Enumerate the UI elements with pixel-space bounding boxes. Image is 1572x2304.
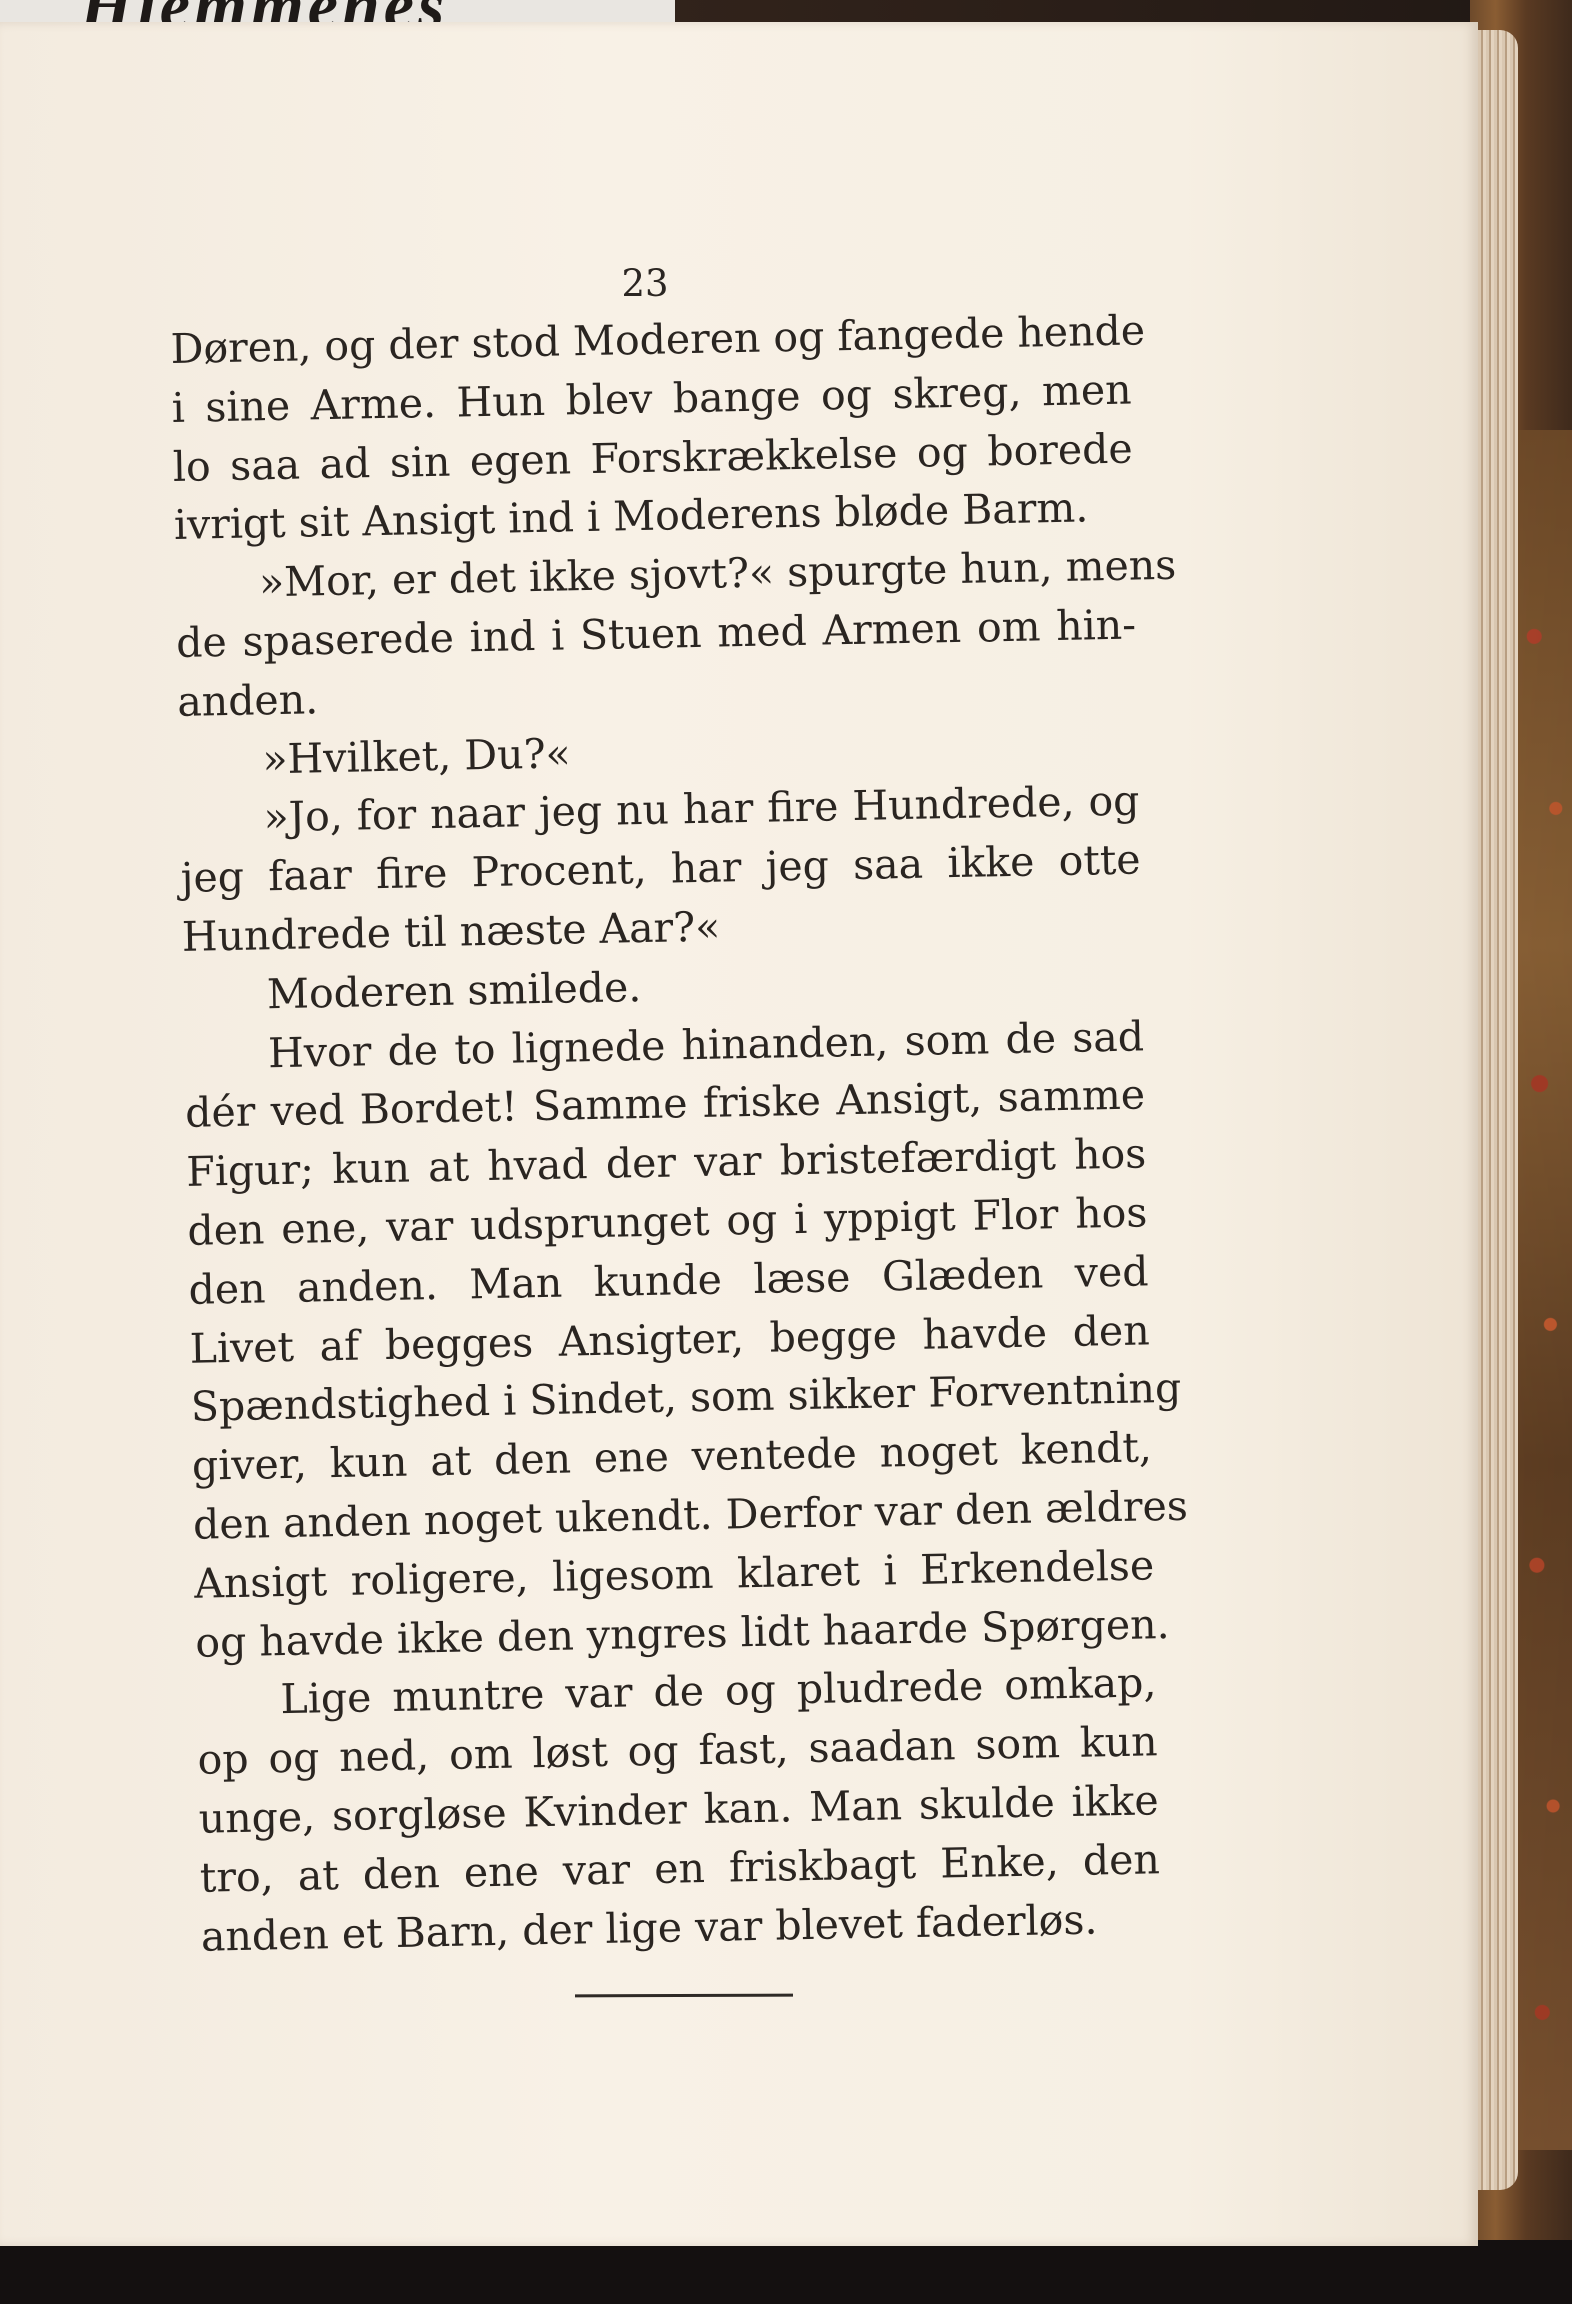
- text-line: »Hvilket, Du?«: [261, 728, 572, 783]
- text-line: Livet af begges Ansigter, begge havde den: [189, 1305, 1151, 1373]
- text-line: anden.: [176, 675, 319, 726]
- background-bottom: [0, 2240, 1572, 2304]
- text-line: Døren, og der stod Moderen og fangede hende: [170, 306, 1146, 373]
- text-line: Figur; kun at hvad der var bristefærdigt hos: [185, 1129, 1147, 1196]
- text-line: de spaserede ind i Stuen med Armen om hin-: [175, 600, 1137, 667]
- text-line: Hundrede til næste Aar?«: [181, 902, 721, 961]
- text-line: dér ved Bordet! Samme friske Ansigt, samme: [184, 1070, 1146, 1138]
- text-line: Lige muntre var de og pludrede omkap,: [280, 1658, 1157, 1724]
- text-line: jeg faar fire Procent, har jeg saa ikke otte: [180, 835, 1141, 903]
- text-line: den anden. Man kunde læse Glæden ved: [188, 1247, 1149, 1314]
- text-line: Hvor de to lignede hinanden, som de sad: [267, 1012, 1145, 1077]
- text-line: ivrigt sit Ansigt ind i Moderens bløde Barm.: [173, 483, 1089, 550]
- text-line: i sine Arme. Hun blev bange og skreg, men: [171, 365, 1132, 432]
- text-line: giver, kun at den ene ventede noget kendt,: [191, 1423, 1153, 1490]
- text-line: Spændstighed i Sindet, som sikker Forventning: [190, 1364, 1182, 1432]
- text-line: op og ned, om løst og fast, saadan som kun: [197, 1717, 1158, 1784]
- marbled-cover: [1518, 430, 1572, 2150]
- text-line: den ene, var udsprunget og i yppigt Flor hos: [187, 1188, 1148, 1255]
- text-line: og havde ikke den yngres lidt haarde Spørgen.: [194, 1599, 1170, 1667]
- text-line: »Mor, er det ikke sjovt?« spurgte hun, mens: [258, 540, 1177, 607]
- body-text: [170, 302, 1189, 1966]
- text-line: anden et Barn, der lige var blevet faderløs.: [200, 1895, 1098, 1961]
- text-line: den anden noget ukendt. Derfor var den ældres: [192, 1481, 1189, 1549]
- page-number: 23: [621, 262, 669, 305]
- text-line: unge, sorgløse Kvinder kan. Man skulde ikke: [198, 1776, 1160, 1843]
- text-line: »Jo, for naar jeg nu har fire Hundrede, og: [263, 776, 1140, 842]
- text-line: lo saa ad sin egen Forskrækkelse og borede: [172, 424, 1134, 491]
- text-line: Ansigt roligere, ligesom klaret i Erkendelse: [193, 1541, 1155, 1608]
- text-line: tro, at den ene var en friskbagt Enke, den: [199, 1835, 1161, 1902]
- text-line: Moderen smilede.: [266, 962, 642, 1019]
